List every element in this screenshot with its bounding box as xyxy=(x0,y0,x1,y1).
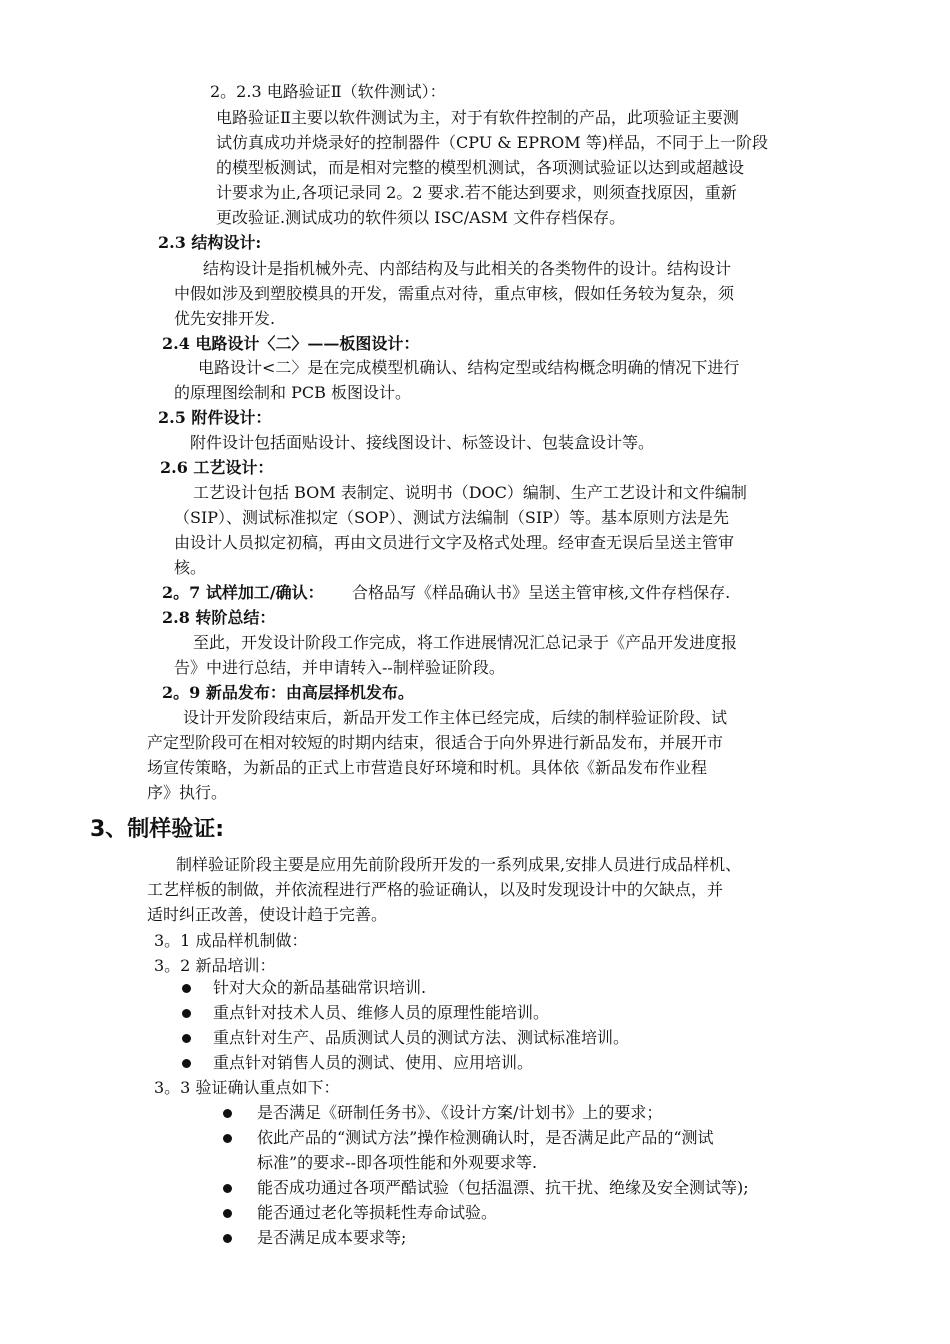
section-3-1-heading: 3。1 成品样机制做： xyxy=(154,931,308,950)
section-2-2-3-line: 试仿真成功并烧录好的控制器件（CPU & EPROM 等)样品，不同于上一阶段 xyxy=(216,133,768,152)
section-2-2-3-heading: 2。2.3 电路验证Ⅱ（软件测试）： xyxy=(210,82,446,101)
section-3-2-heading: 3。2 新品培训： xyxy=(154,956,276,975)
bullet-icon xyxy=(182,1009,191,1018)
section-2-6-heading: 2.6 工艺设计： xyxy=(160,458,274,477)
bullet-icon xyxy=(223,1109,232,1118)
section-2-4-line: 的原理图绘制和 PCB 板图设计。 xyxy=(174,383,411,402)
check-item: 能否成功通过各项严酷试验（包括温漂、抗干扰、绝缘及安全测试等); xyxy=(257,1178,749,1197)
training-item: 针对大众的新品基础常识培训. xyxy=(213,978,427,997)
section-3-line: 制样验证阶段主要是应用先前阶段所开发的一系列成果,安排人员进行成品样机、 xyxy=(176,855,742,874)
section-2-8-line: 至此，开发设计阶段工作完成，将工作进展情况汇总记录于《产品开发进度报 xyxy=(193,633,738,652)
section-2-2-3-line: 的模型板测试，而是相对完整的模型机测试，各项测试验证以达到或超越设 xyxy=(216,158,745,177)
section-2-3-line: 中假如涉及到塑胶模具的开发，需重点对待，重点审核，假如任务较为复杂，须 xyxy=(174,284,735,303)
bullet-icon xyxy=(182,1059,191,1068)
section-2-8-heading: 2.8 转阶总结： xyxy=(162,608,276,627)
section-2-6-line: （SIP）、测试标准拟定（SOP）、测试方法编制（SIP）等。基本原则方法是先 xyxy=(174,508,729,527)
section-2-3-heading: 2.3 结构设计: xyxy=(158,233,262,252)
check-item: 是否满足《研制任务书》、《设计方案/计划书》上的要求； xyxy=(257,1103,663,1122)
section-2-6-line: 由设计人员拟定初稿，再由文员进行文字及格式处理。经审查无误后呈送主管审 xyxy=(174,533,735,552)
bullet-icon xyxy=(223,1184,232,1193)
check-item: 能否通过老化等损耗性寿命试验。 xyxy=(257,1203,498,1222)
section-2-3-line: 优先安排开发. xyxy=(174,309,276,328)
section-2-5-heading: 2.5 附件设计： xyxy=(158,408,272,427)
bullet-icon xyxy=(182,1034,191,1043)
section-2-9-heading: 2。9 新品发布：由高层择机发布。 xyxy=(162,683,414,702)
check-item: 是否满足成本要求等; xyxy=(257,1228,407,1247)
section-2-2-3-line: 计要求为止,各项记录同 2。2 要求.若不能达到要求，则须查找原因，重新 xyxy=(216,183,737,202)
section-2-9-line: 序》执行。 xyxy=(147,783,228,802)
check-item: 依此产品的“测试方法”操作检测确认时，是否满足此产品的“测试 xyxy=(257,1128,714,1147)
section-2-4-line: 电路设计<二〉是在完成模型机确认、结构定型或结构概念明确的情况下进行 xyxy=(198,358,740,377)
bullet-icon xyxy=(223,1134,232,1143)
section-3-heading: 3、制样验证: xyxy=(90,817,225,842)
section-2-7-heading: 2。7 试样加工/确认： xyxy=(162,583,324,602)
section-2-9-line: 场宣传策略，为新品的正式上市营造良好环境和时机。具体依《新品发布作业程 xyxy=(147,758,708,777)
section-2-3-line: 结构设计是指机械外壳、内部结构及与此相关的各类物件的设计。结构设计 xyxy=(203,259,732,278)
section-2-7-text: 合格品写《样品确认书》呈送主管审核,文件存档保存. xyxy=(352,583,731,602)
section-2-2-3-line: 电路验证Ⅱ主要以软件测试为主，对于有软件控制的产品，此项验证主要测 xyxy=(216,108,739,127)
section-2-5-line: 附件设计包括面贴设计、接线图设计、标签设计、包装盒设计等。 xyxy=(190,433,655,452)
section-2-2-3-line: 更改验证.测试成功的软件须以 ISC/ASM 文件存档保存。 xyxy=(216,208,626,227)
section-2-6-line: 工艺设计包括 BOM 表制定、说明书（DOC）编制、生产工艺设计和文件编制 xyxy=(193,483,747,502)
bullet-icon xyxy=(223,1234,232,1243)
section-3-line: 适时纠正改善，使设计趋于完善。 xyxy=(147,905,388,924)
bullet-icon xyxy=(182,984,191,993)
section-3-line: 工艺样板的制做，并依流程进行严格的验证确认，以及时发现设计中的欠缺点，并 xyxy=(147,880,724,899)
bullet-icon xyxy=(223,1209,232,1218)
check-item-continuation: 标准”的要求--即各项性能和外观要求等. xyxy=(257,1153,538,1172)
section-2-6-line: 核。 xyxy=(174,558,207,577)
training-item: 重点针对销售人员的测试、使用、应用培训。 xyxy=(213,1053,534,1072)
training-item: 重点针对生产、品质测试人员的测试方法、测试标准培训。 xyxy=(213,1028,630,1047)
section-3-3-heading: 3。3 验证确认重点如下： xyxy=(154,1078,340,1097)
section-2-9-line: 设计开发阶段结束后，新品开发工作主体已经完成，后续的制样验证阶段、试 xyxy=(183,708,728,727)
section-2-4-heading: 2.4 电路设计〈二〉——板图设计： xyxy=(162,334,420,353)
training-item: 重点针对技术人员、维修人员的原理性能培训。 xyxy=(213,1003,550,1022)
section-2-9-line: 产定型阶段可在相对较短的时期内结束，很适合于向外界进行新品发布，并展开市 xyxy=(147,733,724,752)
section-2-8-line: 告》中进行总结，并申请转入--制样验证阶段。 xyxy=(174,658,505,677)
